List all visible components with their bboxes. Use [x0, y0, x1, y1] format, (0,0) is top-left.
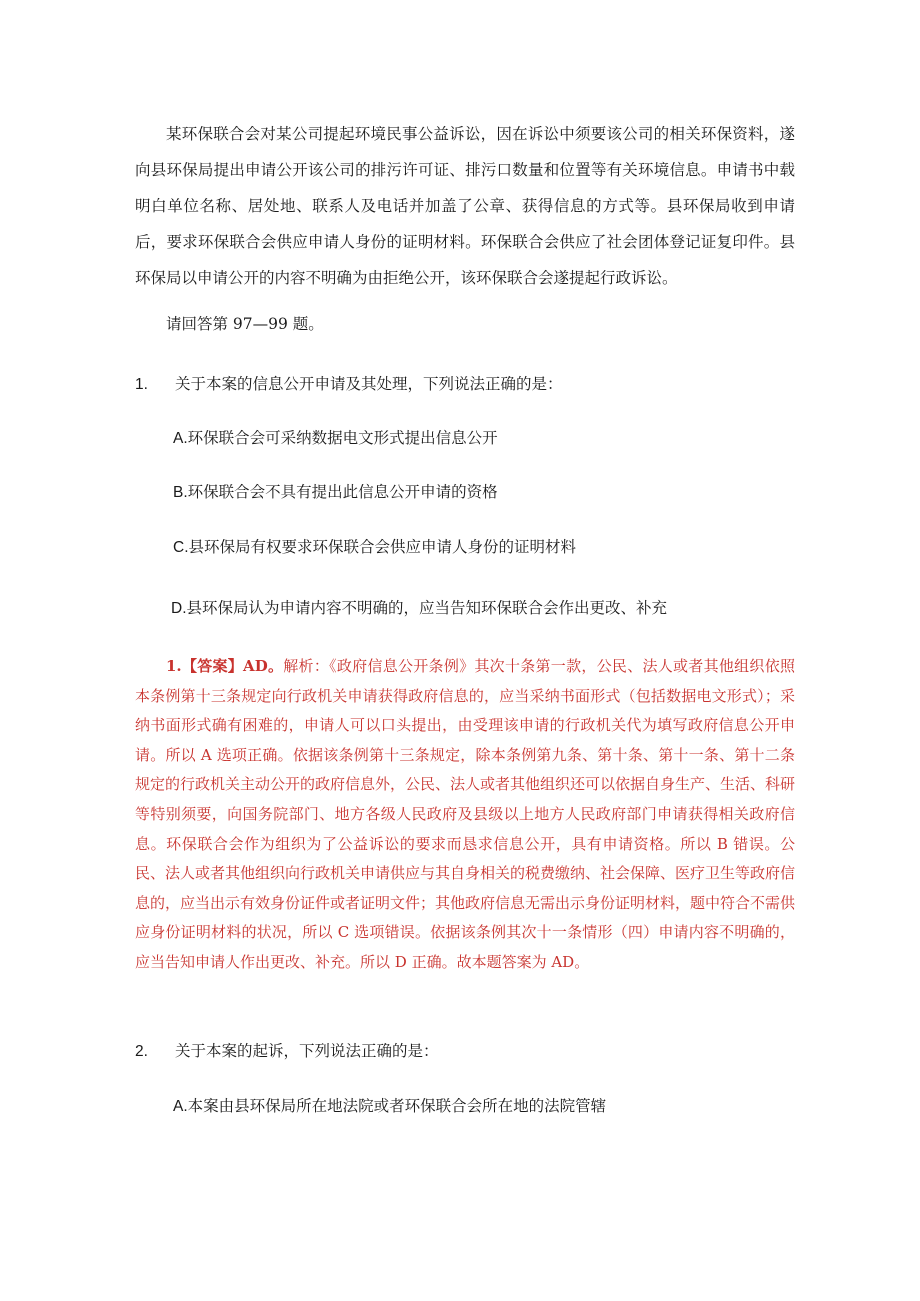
- option-text: 环保联合会可采纳数据电文形式提出信息公开: [187, 429, 498, 447]
- option-letter: A.: [173, 1098, 188, 1115]
- option-letter: B.: [173, 484, 188, 501]
- question-1-option-b: [173, 480, 498, 505]
- question-range-prompt: 请回答第 97—99 题。: [166, 315, 324, 333]
- answer-label: 1.【答案】AD。: [166, 657, 284, 675]
- question-1-option-c: [173, 535, 576, 560]
- question-1-option-a: [173, 426, 498, 451]
- question-number: 1.: [135, 376, 148, 393]
- option-text: 环保联合会不具有提出此信息公开申请的资格: [187, 483, 498, 501]
- question-1-option-d: [171, 596, 667, 621]
- option-letter: C.: [173, 539, 189, 556]
- option-letter: D.: [171, 600, 187, 617]
- answer-explanation: [135, 652, 795, 978]
- question-number: 2.: [135, 1043, 148, 1060]
- answer-body: 解析：《政府信息公开条例》其次十条第一款，公民、法人或者其他组织依照本条例第十三条规定向行政机关申请获得政府信息的，应当采纳书面形式（包括数据电文形式）；采纳书面形式确有困难的，申请人可以口头提出，由受理该申请的行政机关代为填写政府信息公开申请。所以 A 选项正确。依据该条例第十三条规定，除本条例第九条、第十条、第十一条、第十二条规定的行政机关主动公开的政府信息外，公民、法人或者其他组织还可以依据自身生产、生活、科研等特别须要，向国务院部门、地方各级人民政府及县级以上地方人民政府部门申请获得相关政府信息。环保联合会作为组织为了公益诉讼的要求而恳求信息公开，具有申请资格。所以 B 错误。公民、法人或者其他组织向行政机关申请供应与其自身相关的税费缴纳、社会保障、医疗卫生等政府信息的，应当出示有效身份证件或者证明文件；其他政府信息无需出示身份证明材料，题中符合不需供应身份证明材料的状况，所以 C 选项错误。依据该条例其次十一条情形（四）申请内容不明确的，应当告知申请人作出更改、补充。所以 D 正确。故本题答案为 AD。: [135, 657, 796, 971]
- question-1: [135, 372, 563, 397]
- option-text: 县环保局认为申请内容不明确的，应当告知环保联合会作出更改、补充: [186, 599, 668, 617]
- option-text: 县环保局有权要求环保联合会供应申请人身份的证明材料: [188, 538, 577, 556]
- option-letter: A.: [173, 430, 188, 447]
- case-paragraph: 某环保联合会对某公司提起环境民事公益诉讼，因在诉讼中须要该公司的相关环保资料，遂向县环保局提出申请公开该公司的排污许可证、排污口数量和位置等有关环境信息。申请书中载明白单位名称、居处地、联系人及电话并加盖了公章、获得信息的方式等。县环保局收到申请后，要求环保联合会供应申请人身份的证明材料。环保联合会供应了社会团体登记证复印件。县环保局以申请公开的内容不明确为由拒绝公开，该环保联合会遂提起行政诉讼。: [135, 125, 795, 287]
- question-text: 关于本案的起诉，下列说法正确的是：: [175, 1042, 439, 1060]
- question-2-option-a: [173, 1094, 606, 1119]
- option-text: 本案由县环保局所在地法院或者环保联合会所在地的法院管辖: [187, 1097, 607, 1115]
- question-2: [135, 1039, 439, 1064]
- question-text: 关于本案的信息公开申请及其处理，下列说法正确的是：: [175, 375, 563, 393]
